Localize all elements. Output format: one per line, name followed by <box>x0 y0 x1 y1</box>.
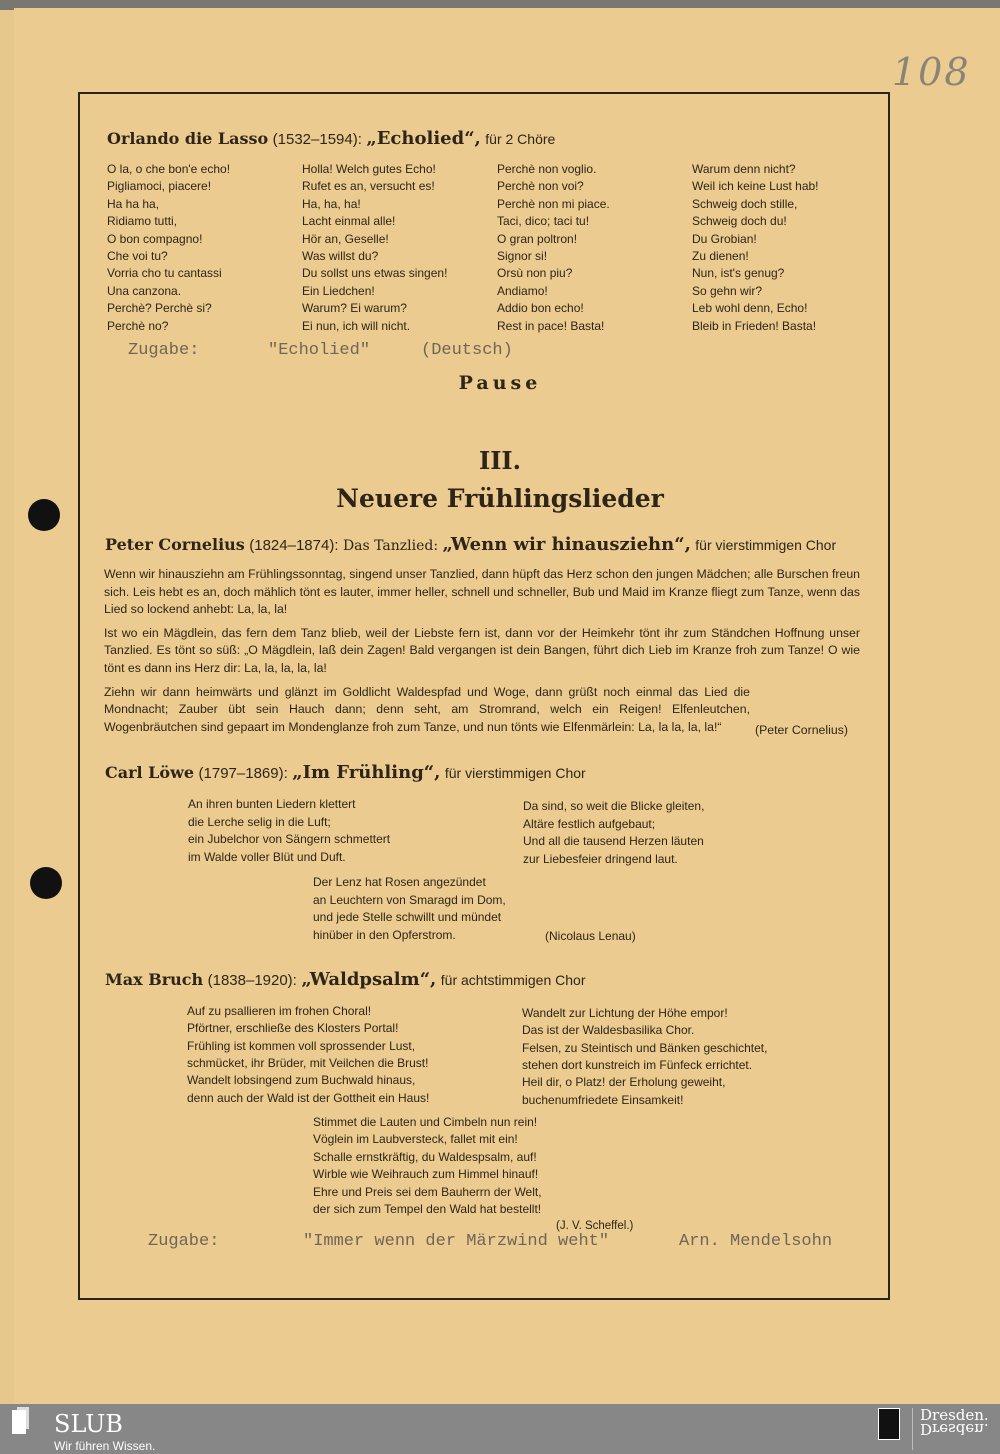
dresden-label: Dresden. <box>920 1406 989 1424</box>
lyric-line: Du sollst uns etwas singen! <box>302 266 448 281</box>
dresden-crest-icon <box>878 1408 900 1440</box>
lyric-line: So gehn wir? <box>692 283 763 298</box>
composer-years: (1797–1869): <box>198 765 288 782</box>
lyric-line: Una canzona. <box>107 283 182 298</box>
voicing: für 2 Chöre <box>485 131 556 147</box>
lyric-line: Wandelt lobsingend zum Buchwald hinaus, <box>187 1073 416 1088</box>
voicing: für achtstimmigen Chor <box>440 972 586 988</box>
section-title: Neuere Frühlingslieder <box>336 484 664 513</box>
lyric-line: im Walde voller Blüt und Duft. <box>188 850 346 865</box>
lyric-line: Addio bon echo! <box>497 301 584 316</box>
lyric-line: An ihren bunten Liedern klettert <box>188 797 356 811</box>
lyric-line: Holla! Welch gutes Echo! <box>302 162 436 176</box>
composer-name: Peter Cornelius <box>105 535 245 554</box>
lyric-line: der sich zum Tempel den Wald hat bestellt! <box>313 1202 542 1216</box>
pause-heading: Pause <box>458 372 542 394</box>
lyricist: (Peter Cornelius) <box>755 723 848 737</box>
slub-logo-icon <box>12 1410 26 1434</box>
lyric-line: Ridiamo tutti, <box>107 214 178 229</box>
lyric-line: Das ist der Waldesbasilika Chor. <box>522 1023 695 1038</box>
lyric-line: Der Lenz hat Rosen angezündet <box>313 875 486 889</box>
lyric-line: und jede Stelle schwillt und mündet <box>313 910 502 925</box>
lyric-line: Warum? Ei warum? <box>302 301 407 316</box>
lyric-line: Orsù non piu? <box>497 266 573 281</box>
lyric-line: Ha ha ha, <box>107 196 160 211</box>
loewe-heading <box>105 762 586 783</box>
lyric-line: O bon compagno! <box>107 231 203 246</box>
lyric-line: Perchè? Perchè si? <box>107 301 212 316</box>
lyric-line: Zu dienen! <box>692 249 749 263</box>
lyric-line: denn auch der Wald ist der Gottheit ein Haus! <box>187 1090 430 1105</box>
composer-name: Orlando die Lasso <box>107 129 269 148</box>
lyric-line: ein Jubelchor von Sängern schmettert <box>188 832 391 847</box>
lyric-line: Perchè non voglio. <box>497 162 597 176</box>
lyric-line: an Leuchtern von Smaragd im Dom, <box>313 892 506 907</box>
bruch-heading <box>105 969 585 990</box>
lyric-line: Perchè non mi piace. <box>497 196 610 211</box>
lyric-line: Warum denn nicht? <box>692 162 796 176</box>
lyric-line: hinüber in den Opferstrom. <box>313 928 456 943</box>
lyric-line: Felsen, zu Steintisch und Bänken geschichtet, <box>522 1040 768 1055</box>
lyric-line: Signor si! <box>497 249 548 263</box>
lyric-line: schmücket, ihr Brüder, mit Veilchen die Brust! <box>187 1055 429 1070</box>
lyrics-paragraph: Wenn wir hinausziehn am Frühlingssonntag, singend unser Tanzlied, dann hüpft das Herz schon den jungen Mädchen; alle Burschen freun sich. Leis hebt es an, doch mählich tönt es lauter, immer heller, schnell und schneller, Bub und Maid im Kranze fliegt zum Tanze, wenn das Lied so lockend anhebt: La, la, la! <box>104 567 860 617</box>
encore-title: "Immer wenn der Märzwind weht" <box>303 1232 610 1251</box>
encore-composer: Arn. Mendelsohn <box>679 1232 833 1251</box>
composer-name: Carl Löwe <box>105 763 195 782</box>
encore-label: Zugabe: <box>148 1232 220 1251</box>
lyric-line: Nun, ist's genug? <box>692 266 785 281</box>
composer-years: (1824–1874): <box>249 537 339 554</box>
voicing: für vierstimmigen Chor <box>695 537 837 553</box>
lyricist: (Nicolaus Lenau) <box>545 929 636 943</box>
lyric-line: Perchè non voi? <box>497 179 584 194</box>
lyric-line: O la, o che bon'e echo! <box>107 162 231 176</box>
voicing: für vierstimmigen Chor <box>444 765 586 781</box>
work-title: „Waldpsalm“, <box>301 969 437 990</box>
lyric-line: Perchè no? <box>107 318 169 333</box>
lyrics-paragraph: Ziehn wir dann heimwärts und glänzt im Goldlicht Waldespfad und Woge, dann grüßt noch einmal das Lied die Mondnacht; Zauber übt sein Hauch dann; denn seht, am Stromrand, welch ein Reigen! Elfenleutchen, Wogenbräutchen sind gepaart im Mondenglanze froh zum Tanze, und nun tönts wie Elfenmärlein: La, la la, la, la!“ <box>104 684 750 734</box>
lyrics-paragraph: Ist wo ein Mägdlein, das fern dem Tanz blieb, weil der Liebste fern ist, dann vor der Heimkehr tönt ihr zum Ständchen Hoffnung unser Tanzlied. Es tönt so süß: „O Mägdlein, laß dein Zagen! Bald vergangen ist dein Bangen, führt dich Lieb im Kranze froh zum Tanze! O wie tönt es dann ins Herz dir: La, la, la, la, la! <box>104 625 860 675</box>
footer-bar <box>0 1404 1000 1454</box>
lasso-heading <box>107 128 555 149</box>
lyric-line: Altäre festlich aufgebaut; <box>523 816 656 831</box>
slub-slogan: Wir führen Wissen. <box>54 1439 156 1453</box>
work-title: „Wenn wir hinausziehn“, <box>442 534 691 555</box>
lyric-line: Andiamo! <box>497 283 548 298</box>
lyric-line: Taci, dico; taci tu! <box>497 214 590 229</box>
lyric-line: O gran poltron! <box>497 231 578 246</box>
lyric-line: Ehre und Preis sei dem Bauherrn der Welt, <box>313 1184 542 1199</box>
lyric-line: Was willst du? <box>302 249 379 263</box>
lyric-line: Rufet es an, versucht es! <box>302 179 435 194</box>
composer-years: (1532–1594): <box>272 131 362 148</box>
encore-label: Zugabe: <box>128 341 200 360</box>
lyric-line: Pförtner, erschließe des Klosters Portal! <box>187 1021 399 1036</box>
work-prefix: Das Tanzlied: <box>342 538 439 554</box>
work-title: „Echolied“, <box>366 128 481 149</box>
dresden-logo[interactable] <box>920 1408 989 1436</box>
lyric-line: Ein Liedchen! <box>302 283 375 298</box>
lyric-line: Vorria cho tu cantassi <box>107 266 222 281</box>
dresden-label-mirror: Dresden. <box>920 1420 989 1438</box>
work-title: „Im Frühling“, <box>292 762 441 783</box>
lyric-line: Heil dir, o Platz! der Erholung geweiht, <box>522 1075 726 1090</box>
divider <box>912 1408 913 1450</box>
lyric-line: die Lerche selig in die Luft; <box>188 814 331 829</box>
lyric-line: Auf zu psallieren im frohen Choral! <box>187 1004 372 1018</box>
lyric-line: Che voi tu? <box>107 249 168 263</box>
lyric-line: Stimmet die Lauten und Cimbeln nun rein! <box>313 1115 538 1129</box>
cornelius-lyrics <box>104 566 860 742</box>
lyric-line: Lacht einmal alle! <box>302 214 396 229</box>
lyric-line: Leb wohl denn, Echo! <box>692 301 808 316</box>
lyric-line: Rest in pace! Basta! <box>497 318 605 333</box>
handwritten-page-number: 108 <box>892 50 971 94</box>
lyric-line: Weil ich keine Lust hab! <box>692 179 819 194</box>
lyric-line: buchenumfriedete Einsamkeit! <box>522 1092 684 1107</box>
encore-note: (Deutsch) <box>421 341 513 360</box>
composer-name: Max Bruch <box>105 970 204 989</box>
lyric-line: Hör an, Geselle! <box>302 231 389 246</box>
lyric-line: Du Grobian! <box>692 231 757 246</box>
lyric-line: Da sind, so weit die Blicke gleiten, <box>523 799 705 813</box>
lyric-line: Ei nun, ich will nicht. <box>302 318 411 333</box>
composer-years: (1838–1920): <box>207 972 297 989</box>
punch-hole <box>30 867 62 899</box>
lyric-line: Wirble wie Weihrauch zum Himmel hinauf! <box>313 1167 539 1182</box>
lyric-line: Pigliamoci, piacere! <box>107 179 212 194</box>
section-numeral: III. <box>478 446 522 475</box>
lyric-line: Bleib in Frieden! Basta! <box>692 318 817 333</box>
lyric-line: Vöglein im Laubversteck, fallet mit ein! <box>313 1132 518 1147</box>
lyric-line: Wandelt zur Lichtung der Höhe empor! <box>522 1006 728 1020</box>
lyric-line: stehen dort kunstreich im Fünfeck errichtet. <box>522 1057 753 1072</box>
lyricist: (J. V. Scheffel.) <box>556 1220 634 1232</box>
lyric-line: Schweig doch stille, <box>692 196 798 211</box>
lyric-line: Frühling ist kommen voll sprossender Lust, <box>187 1038 416 1053</box>
lyric-line: Schweig doch du! <box>692 214 787 229</box>
lyric-line: Schalle ernstkräftig, du Waldespsalm, auf! <box>313 1149 537 1164</box>
lyric-line: Ha, ha, ha! <box>302 196 361 211</box>
lyric-line: Und all die tausend Herzen läuten <box>523 834 704 849</box>
encore-title: "Echolied" <box>268 341 371 360</box>
slub-brand[interactable]: SLUB <box>54 1410 123 1438</box>
lyric-line: zur Liebesfeier dringend laut. <box>523 852 678 867</box>
cornelius-heading <box>105 534 836 555</box>
